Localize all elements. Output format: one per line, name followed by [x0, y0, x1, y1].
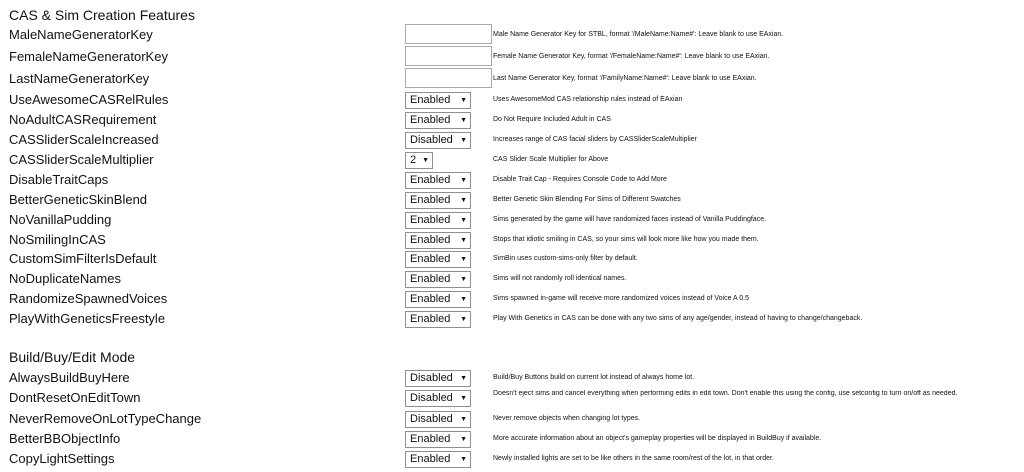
setting-name: CASSliderScaleMultiplier: [9, 152, 154, 167]
dropdown-value: Enabled: [410, 272, 451, 285]
setting-description: Never remove objects when changing lot types.: [493, 415, 641, 422]
setting-name: DontResetOnEditTown: [9, 390, 141, 405]
setting-description: Male Name Generator Key for STBL, format '/MaleName:Name#': Leave blank to use EAxian.: [493, 31, 784, 38]
setting-description: More accurate information about an object's gameplay properties will be displayed in BuildBuy if available.: [493, 435, 822, 442]
chevron-down-icon: ▼: [460, 315, 467, 323]
playwithgeneticsfreestyle-dropdown[interactable]: [405, 311, 471, 328]
chevron-down-icon: ▼: [460, 96, 467, 104]
chevron-down-icon: ▼: [460, 435, 467, 443]
chevron-down-icon: ▼: [460, 455, 467, 463]
setting-row: [0, 249, 1024, 269]
femalenamegeneratorkey-input[interactable]: [405, 46, 492, 66]
setting-control: [405, 230, 471, 250]
copylightsettings-dropdown[interactable]: [405, 451, 471, 468]
setting-description: Last Name Generator Key, format '/FamilyName:Name#': Leave blank to use EAxian.: [493, 75, 757, 82]
novanillapudding-dropdown[interactable]: [405, 212, 471, 229]
bettergeneticskinblend-dropdown[interactable]: [405, 192, 471, 209]
section-title: CAS & Sim Creation Features: [9, 7, 195, 23]
lastnamegeneratorkey-input[interactable]: [405, 68, 492, 88]
setting-control: [405, 409, 471, 429]
chevron-down-icon: ▼: [460, 374, 467, 382]
malenamegeneratorkey-input[interactable]: [405, 24, 492, 44]
dropdown-value: Enabled: [410, 452, 451, 465]
setting-description: Female Name Generator Key, format '/FemaleName:Name#': Leave blank to use EAxian.: [493, 53, 770, 60]
setting-name: UseAwesomeCASRelRules: [9, 92, 169, 107]
section-title: Build/Buy/Edit Mode: [9, 349, 136, 365]
dropdown-value: 2: [410, 153, 417, 166]
setting-name: NoSmilingInCAS: [9, 232, 106, 247]
setting-row: [0, 25, 1024, 45]
chevron-down-icon: ▼: [460, 236, 467, 244]
setting-name: FemaleNameGeneratorKey: [9, 49, 168, 64]
cassliderscalemultiplier-dropdown[interactable]: [405, 152, 433, 169]
setting-row: [0, 69, 1024, 89]
chevron-down-icon: ▼: [460, 295, 467, 303]
dropdown-value: Disabled: [410, 391, 453, 404]
setting-description: Uses AwesomeMod CAS relationship rules instead of EAxian: [493, 96, 683, 103]
setting-row: [0, 388, 1024, 408]
betterbbobjectinfo-dropdown[interactable]: [405, 431, 471, 448]
setting-name: LastNameGeneratorKey: [9, 71, 150, 86]
setting-row: [0, 409, 1024, 429]
setting-name: NoVanillaPudding: [9, 212, 112, 227]
setting-row: [0, 309, 1024, 329]
dropdown-value: Enabled: [410, 113, 451, 126]
setting-name: MaleNameGeneratorKey: [9, 27, 153, 42]
setting-control: [405, 130, 471, 150]
setting-row: [0, 47, 1024, 67]
setting-name: NeverRemoveOnLotTypeChange: [9, 411, 202, 426]
setting-row: [0, 190, 1024, 210]
customsimfilterisdefault-dropdown[interactable]: [405, 251, 471, 268]
setting-description: Sims will not randomly roll identical names.: [493, 275, 627, 282]
useawesomecasrelrules-dropdown[interactable]: [405, 92, 471, 109]
setting-row: [0, 289, 1024, 309]
setting-control: [405, 429, 471, 449]
setting-name: CopyLightSettings: [9, 451, 115, 466]
setting-control: [405, 47, 492, 67]
setting-name: BetterGeneticSkinBlend: [9, 192, 148, 207]
noduplicatenames-dropdown[interactable]: [405, 271, 471, 288]
setting-control: [405, 170, 471, 190]
chevron-down-icon: ▼: [460, 394, 467, 402]
setting-control: [405, 368, 471, 388]
setting-row: [0, 449, 1024, 469]
dropdown-value: Enabled: [410, 292, 451, 305]
setting-control: [405, 90, 471, 110]
chevron-down-icon: ▼: [460, 275, 467, 283]
dropdown-value: Enabled: [410, 432, 451, 445]
dropdown-value: Enabled: [410, 233, 451, 246]
neverremoveonlottypechange-dropdown[interactable]: [405, 411, 471, 428]
chevron-down-icon: ▼: [460, 176, 467, 184]
chevron-down-icon: ▼: [460, 255, 467, 263]
setting-row: [0, 90, 1024, 110]
setting-control: [405, 249, 471, 269]
setting-name: AlwaysBuildBuyHere: [9, 370, 130, 385]
setting-description: Do Not Require Included Adult in CAS: [493, 116, 611, 123]
setting-row: [0, 130, 1024, 150]
setting-name: NoAdultCASRequirement: [9, 112, 157, 127]
dropdown-value: Disabled: [410, 412, 453, 425]
setting-name: NoDuplicateNames: [9, 271, 121, 286]
setting-description: Disable Trait Cap - Requires Console Code to Add More: [493, 176, 667, 183]
alwaysbuildbuyhere-dropdown[interactable]: [405, 370, 471, 387]
setting-control: [405, 309, 471, 329]
setting-row: [0, 429, 1024, 449]
setting-name: CASSliderScaleIncreased: [9, 132, 159, 147]
setting-description: Build/Buy Buttons build on current lot instead of always home lot.: [493, 374, 695, 381]
setting-name: RandomizeSpawnedVoices: [9, 291, 168, 306]
dropdown-value: Enabled: [410, 252, 451, 265]
chevron-down-icon: ▼: [460, 196, 467, 204]
randomizespawnedvoices-dropdown[interactable]: [405, 291, 471, 308]
setting-description: CAS Slider Scale Multiplier for Above: [493, 156, 609, 163]
dropdown-value: Disabled: [410, 371, 453, 384]
chevron-down-icon: ▼: [422, 156, 429, 164]
setting-description: Stops that idiotic smiling in CAS, so your sims will look more like how you made them.: [493, 236, 759, 243]
chevron-down-icon: ▼: [460, 116, 467, 124]
setting-description: Increases range of CAS facial sliders by CASSliderScaleMultiplier: [493, 136, 697, 143]
chevron-down-icon: ▼: [460, 216, 467, 224]
dropdown-value: Enabled: [410, 193, 451, 206]
setting-row: [0, 150, 1024, 170]
setting-description: Better Genetic Skin Blending For Sims of Different Swatches: [493, 196, 681, 203]
dropdown-value: Disabled: [410, 133, 453, 146]
setting-control: [405, 449, 471, 469]
disabletraitcaps-dropdown[interactable]: [405, 172, 471, 189]
setting-control: [405, 269, 471, 289]
setting-control: [405, 110, 471, 130]
dropdown-value: Enabled: [410, 213, 451, 226]
setting-row: [0, 170, 1024, 190]
setting-description: Sims spawned in-game will receive more randomized voices instead of Voice A 0.5: [493, 295, 750, 302]
setting-control: [405, 210, 471, 230]
setting-control: [405, 289, 471, 309]
setting-row: [0, 230, 1024, 250]
setting-row: [0, 368, 1024, 388]
setting-name: CustomSimFilterIsDefault: [9, 251, 157, 266]
setting-description: Newly installed lights are set to be like others in the same room/rest of the lot, in that order.: [493, 455, 774, 462]
setting-description: Doesn't eject sims and cancel everything when performing edits in edit town. Don't enable this using the config, use setconfig to turn on/off as needed.: [493, 390, 958, 397]
setting-name: PlayWithGeneticsFreestyle: [9, 311, 166, 326]
setting-name: BetterBBObjectInfo: [9, 431, 121, 446]
dontresetonedittown-dropdown[interactable]: [405, 390, 471, 407]
setting-description: Sims generated by the game will have randomized faces instead of Vanilla Puddingface.: [493, 216, 767, 223]
nosmilingincas-dropdown[interactable]: [405, 232, 471, 249]
chevron-down-icon: ▼: [460, 415, 467, 423]
dropdown-value: Enabled: [410, 312, 451, 325]
setting-row: [0, 210, 1024, 230]
setting-control: [405, 150, 433, 170]
setting-control: [405, 190, 471, 210]
setting-name: DisableTraitCaps: [9, 172, 109, 187]
setting-row: [0, 110, 1024, 130]
setting-control: [405, 25, 492, 45]
setting-control: [405, 69, 492, 89]
setting-description: Play With Genetics in CAS can be done with any two sims of any age/gender, instead of having to change/changeback.: [493, 315, 863, 322]
dropdown-value: Enabled: [410, 93, 451, 106]
chevron-down-icon: ▼: [460, 136, 467, 144]
dropdown-value: Enabled: [410, 173, 451, 186]
setting-description: SimBin uses custom-sims-only filter by default.: [493, 255, 638, 262]
setting-control: [405, 388, 471, 408]
cassliderscaleincreased-dropdown[interactable]: [405, 132, 471, 149]
setting-row: [0, 269, 1024, 289]
noadultcasrequirement-dropdown[interactable]: [405, 112, 471, 129]
